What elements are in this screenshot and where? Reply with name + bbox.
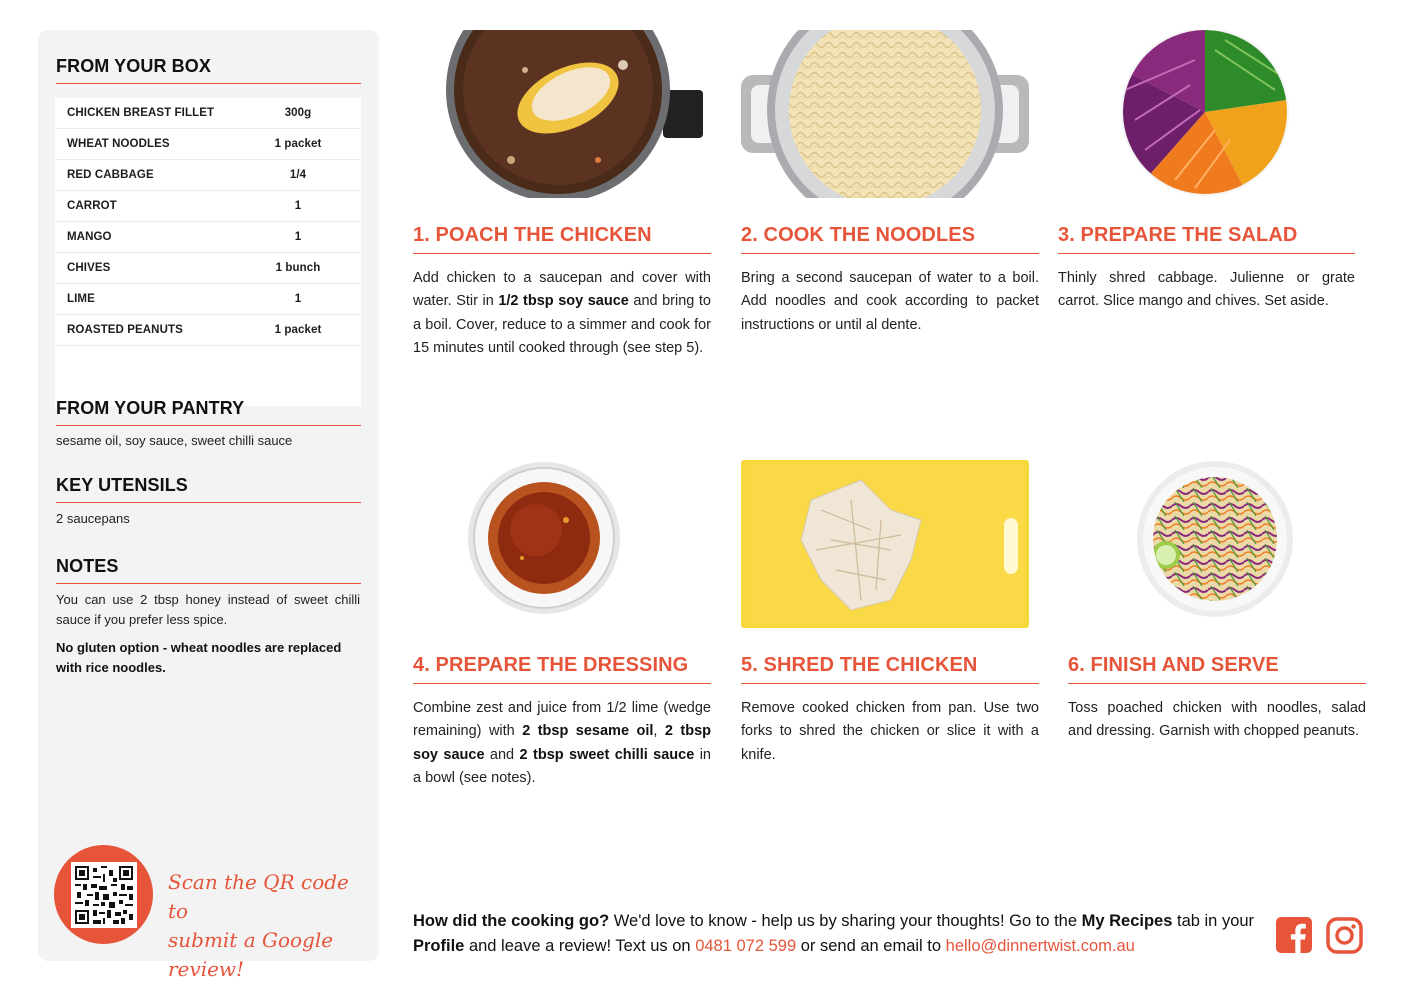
step-5-text: Remove cooked chicken from pan. Use two forks to shred the chicken or slice it with a knife. — [741, 700, 1039, 763]
ingredient-row: CARROT 1 — [55, 191, 361, 222]
qr-code-icon[interactable] — [71, 862, 137, 928]
qr-badge[interactable] — [54, 845, 153, 944]
ingredient-row: RED CABBAGE 1/4 — [55, 160, 361, 191]
ingredient-row: LIME 1 — [55, 284, 361, 315]
feedback-footer: How did the cooking go? We'd love to know - help us by sharing your thoughts! Go to the My Recipes tab in your Profile and leave a review! Text us on 0481 072 599 or send an email to hello@dinnertwist.com.au — [413, 912, 1255, 955]
ingredient-row: ROASTED PEANUTS 1 packet — [55, 315, 361, 346]
ingredient-row: CHICKEN BREAST FILLET 300g — [55, 98, 361, 129]
pantry-text: sesame oil, soy sauce, sweet chilli sauce — [56, 433, 293, 448]
box-ingredients-table — [55, 98, 361, 406]
step-2-text: Bring a second saucepan of water to a boil. Add noodles and cook according to packet instructions or until al dente. — [741, 270, 1039, 333]
ingredients-sidebar — [38, 30, 379, 981]
step-1-text: Add chicken to a saucepan and cover with water. Stir in 1/2 tbsp soy sauce and bring to a boil. Cover, reduce to a simmer and cook for 15 minutes until cooked through (see step 5). — [413, 270, 711, 356]
step-4-text: Combine zest and juice from 1/2 lime (wedge remaining) with 2 tbsp sesame oil, 2 tbsp soy sauce and 2 tbsp sweet chilli sauce in a bowl (see notes). — [413, 700, 712, 786]
from-your-pantry-title: FROM YOUR PANTRY — [56, 398, 361, 426]
poach-chicken-photo — [413, 30, 711, 198]
phone-link[interactable]: 0481 072 599 — [695, 937, 797, 955]
salad-ingredients-photo — [1105, 30, 1305, 198]
key-utensils-title: KEY UTENSILS — [56, 475, 361, 503]
instagram-icon[interactable] — [1326, 917, 1363, 954]
step-6-title: 6. FINISH AND SERVE — [1068, 654, 1366, 684]
utensils-text: 2 saucepans — [56, 511, 130, 526]
step-3-text: Thinly shred cabbage. Julienne or grate carrot. Slice mango and chives. Set aside. — [1058, 270, 1355, 310]
step-2-title: 2. COOK THE NOODLES — [741, 224, 1039, 254]
step-1-title: 1. POACH THE CHICKEN — [413, 224, 711, 254]
dressing-photo — [466, 460, 622, 616]
step-6-text: Toss poached chicken with noodles, salad and dressing. Garnish with chopped peanuts. — [1068, 700, 1366, 740]
notes-gluten-text: No gluten option - wheat noodles are replaced with rice noodles. — [56, 640, 342, 675]
ingredient-row: CHIVES 1 bunch — [55, 253, 361, 284]
notes-text: You can use 2 tbsp honey instead of sweet chilli sauce if you prefer less spice. — [56, 592, 360, 627]
ingredient-row: MANGO 1 — [55, 222, 361, 253]
qr-review-text: Scan the QR code to submit a Google review! — [168, 870, 349, 981]
from-your-box-title: FROM YOUR BOX — [56, 56, 361, 84]
ingredient-row: WHEAT NOODLES 1 packet — [55, 129, 361, 160]
noodles-photo — [741, 30, 1029, 198]
notes-title: NOTES — [56, 556, 361, 584]
shredded-chicken-photo — [741, 460, 1029, 628]
email-link[interactable]: hello@dinnertwist.com.au — [945, 937, 1135, 955]
step-5-title: 5. SHRED THE CHICKEN — [741, 654, 1039, 684]
finished-dish-photo — [1136, 460, 1294, 618]
facebook-icon[interactable] — [1276, 917, 1312, 953]
step-4-title: 4. PREPARE THE DRESSING — [413, 654, 711, 684]
step-3-title: 3. PREPARE THE SALAD — [1058, 224, 1355, 254]
